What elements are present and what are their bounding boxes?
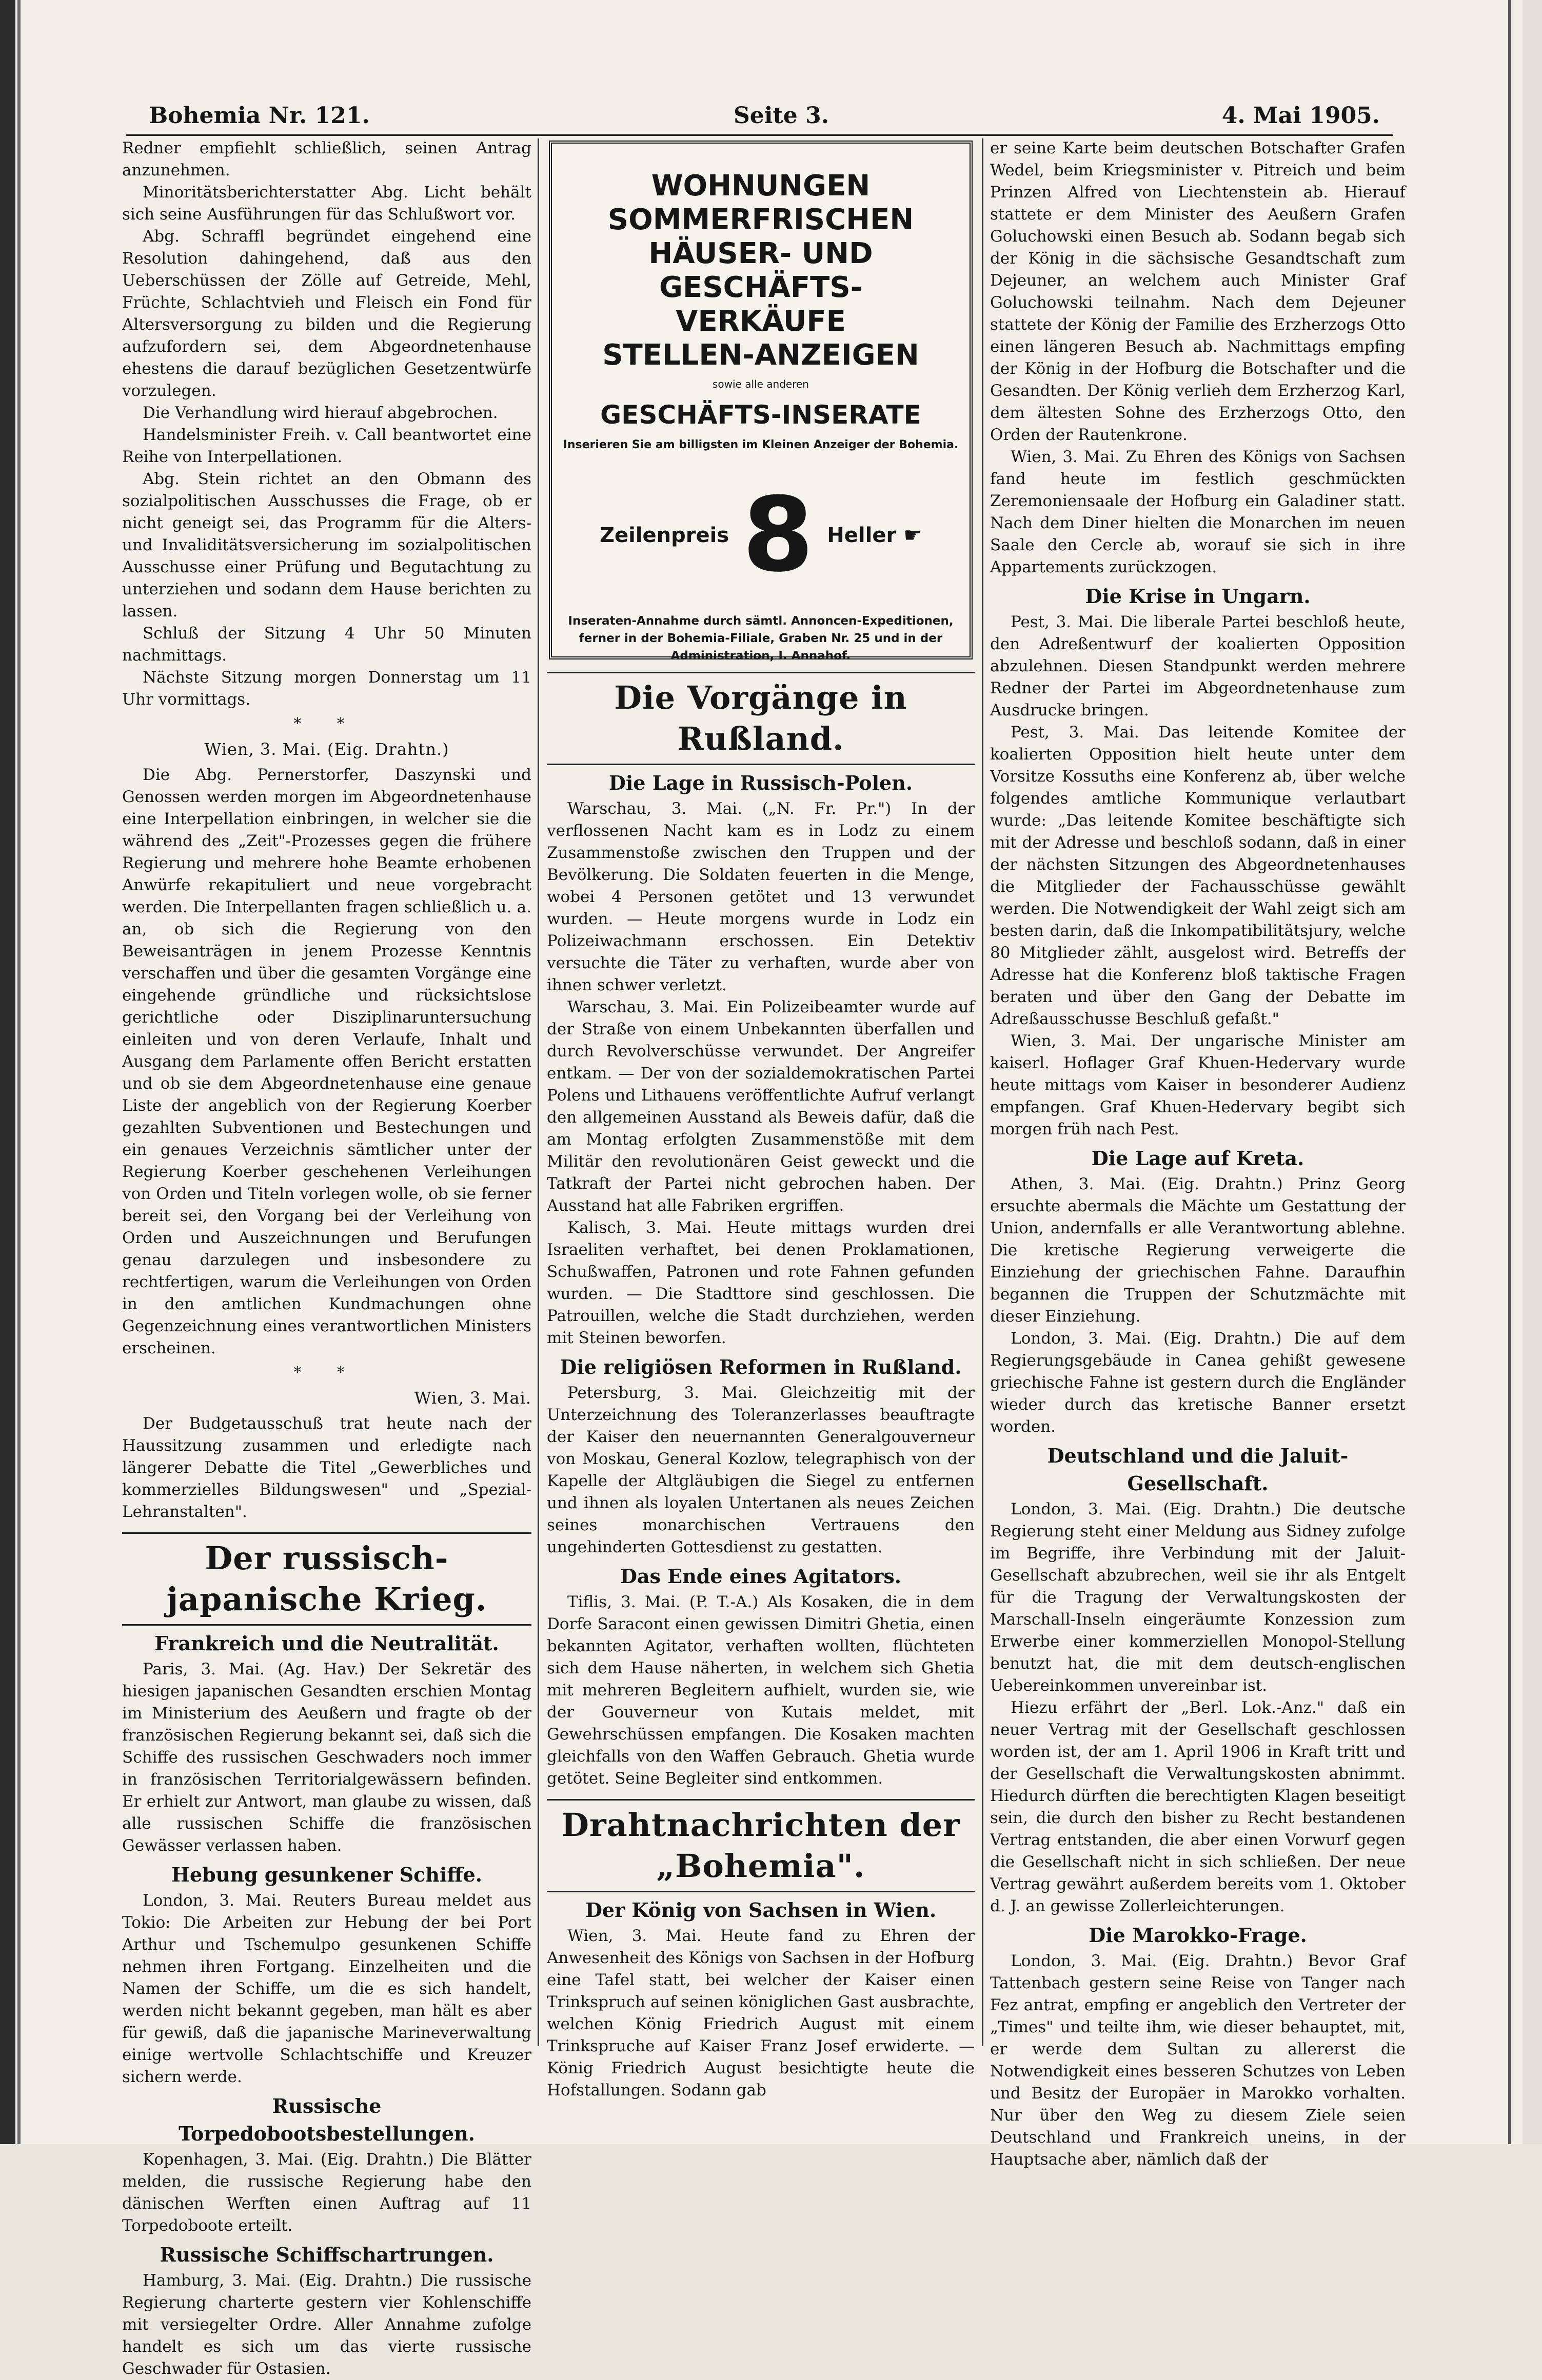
article-subheading: Die religiösen Reformen in Rußland. <box>560 1355 962 1378</box>
scan-edge-left <box>0 0 15 2144</box>
article-paragraph: Redner empfiehlt schließlich, seinen Antrag anzunehmen. <box>122 139 531 179</box>
ad-price-number: 8 <box>742 475 814 595</box>
article-subheading: Die Krise in Ungarn. <box>1085 585 1311 608</box>
article-paragraph: er seine Karte beim deutschen Botschafter Grafen Wedel, beim Kriegsminister v. Pitreich und beim Prinzen Alfred von Liechtenstein ab. Hierauf stattete er dem Minister des Aeußern Grafen Goluchowski einen Besuch ab. Sodann begab sich der König in die sächsische Gesandtschaft zum Dejeuner, an welchem auch Minister Graf Goluchowski teilnahm. Nach dem Dejeuner stattete der König der Familie des Erzherzogs Otto einen längeren Besuch ab. Nachmittags empfing der König in der Hofburg die Botschafter und die Gesandten. Der König verlieh dem Erzherzog Karl, dem ältesten Sohne des Erzherzogs Otto, den Orden der Rautenkrone. <box>990 139 1406 444</box>
ad-line: SOMMERFRISCHEN <box>607 203 914 236</box>
article-subheading: Hebung gesunkener Schiffe. <box>171 1863 482 1886</box>
ad-small-text: sowie alle anderen <box>713 378 809 390</box>
article-paragraph: Petersburg, 3. Mai. Gleichzeitig mit der Unterzeichnung des Toleranzerlasses beauftragte der Kaiser den neuernannten Generalgouverneur von Moskau, General Kozlow, telegraphisch von der Kapelle der Altgläubigen die Siegel zu entfernen und ihnen als loyalen Untertanen als neues Zeichen seines monarchischen Vertrauens den ungehinderten Gottesdienst zu gestatten. <box>547 1384 975 1556</box>
article-paragraph: Hiezu erfährt der „Berl. Lok.-Anz." daß ein neuer Vertrag mit der Gesellschaft geschlossen worden ist, der am 1. April 1906 in Kraft tritt und der Gesellschaft die Verwaltungskosten abnimmt. Hiedurch dürften die berechtigten Klagen beseitigt sein, die durch den bisher zu Recht bestandenen Vertrag entstanden, die aber einen Vorwurf gegen die Gesellschaft nicht in sich schließen. Der neue Vertrag gewährt außerdem bereits vom 1. Oktober d. J. an gewisse Zollerleichterungen. <box>990 1698 1406 1915</box>
column-rule <box>982 138 983 2046</box>
article-subheading: Die Lage auf Kreta. <box>1091 1147 1304 1170</box>
article-paragraph: Hamburg, 3. Mai. (Eig. Drahtn.) Die russische Regierung charterte gestern vier Kohlenschiffe mit versiegelter Ordre. Aller Annahme zufolge handelt es sich um das vierte russische Geschwader für Ostasien. <box>122 2271 531 2378</box>
ad-line: WOHNUNGEN <box>651 169 871 203</box>
section-headline: Der russisch-japanische Krieg. <box>122 1532 531 1626</box>
page-header <box>149 103 1380 138</box>
dateline: Wien, 3. Mai. <box>414 1388 531 1408</box>
dateline: Wien, 3. Mai. (Eig. Drahtn.) <box>204 739 449 759</box>
section-headline: Die Vorgänge in Rußland. <box>547 672 975 765</box>
article-paragraph: Der Budgetausschuß trat heute nach der Haussitzung zusammen und erledigte nach längerer Debatte die Titel „Gewerbliches und kommerzielles Bildungswesen" und „Spezial-Lehranstalten". <box>122 1414 531 1521</box>
ad-price-row <box>552 475 970 595</box>
article-paragraph: Schluß der Sitzung 4 Uhr 50 Minuten nachmittags. <box>122 624 531 665</box>
column-2 <box>547 137 975 2099</box>
article-paragraph: Die Verhandlung wird hierauf abgebrochen. <box>143 404 498 422</box>
pointing-hand-icon: ☛ <box>903 523 922 547</box>
article-subheading: Russische Schiffschartrungen. <box>160 2243 494 2266</box>
classified-advertisement <box>549 141 973 663</box>
article-subheading: Der König von Sachsen in Wien. <box>585 1898 937 1922</box>
article-paragraph: Kopenhagen, 3. Mai. (Eig. Drahtn.) Die Blätter melden, die russische Regierung habe den dänischen Werften einen Auftrag auf 11 Torpedoboote erteilt. <box>122 2150 531 2235</box>
article-paragraph: London, 3. Mai. Reuters Bureau meldet aus Tokio: Die Arbeiten zur Hebung der bei Port Arthur und Tschemulpo gesunkenen Schiffe nehmen ihren Fortgang. Einzelheiten und die Namen der Schiffe, um die es sich handelt, werden nicht bekannt gegeben, man hält es aber für gewiß, daß die japanische Marineverwaltung einige wertvolle Schlachtschiffe und Kreuzer sichern werde. <box>122 1891 531 2086</box>
article-paragraph: Kalisch, 3. Mai. Heute mittags wurden drei Israeliten verhaftet, bei denen Proklamationen, Schußwaffen, Patronen und rote Fahnen gefunden wurden. — Die Stadttore sind geschlossen. Die Patrouillen, welche die Stadt durchziehen, werden mit Steinen beworfen. <box>547 1218 975 1347</box>
article-paragraph: Paris, 3. Mai. (Ag. Hav.) Der Sekretär des hiesigen japanischen Gesandten erschien Montag im Ministerium des Aeußern und fragte ob der französischen Regierung bekannt sei, daß sich die Schiffe des russischen Geschwaders noch immer in französischen Territorialgewässern befinden. Er erhielt zur Antwort, man glaube zu wissen, daß alle russischen Schiffe die französischen Gewässer verlassen haben. <box>122 1660 531 1855</box>
article-paragraph: Pest, 3. Mai. Die liberale Partei beschloß heute, den Adreßentwurf der koalierten Opposition abzulehnen. Diesen Standpunkt werden mehrere Redner der Partei im Abgeordnetenhause zum Ausdrucke bringen. <box>990 613 1406 719</box>
article-paragraph: London, 3. Mai. (Eig. Drahtn.) Die deutsche Regierung steht einer Meldung aus Sidney zufolge im Begriffe, ihre Verbindung mit der Jaluit-Gesellschaft abzubrechen, weil sie ihr als Entgelt für die Tragung der Verwaltungskosten der Marschall-Inseln eingeräumte Konzession zum Erwerbe einer kommerziellen Monopol-Stellung benutzt hat, die mit dem deutsch-englischen Uebereinkommen unvereinbar ist. <box>990 1500 1406 1695</box>
ad-line: VERKÄUFE <box>676 305 846 338</box>
article-subheading: Deutschland und die Jaluit-Gesellschaft. <box>1047 1444 1349 1495</box>
article-paragraph: Minoritätsberichterstatter Abg. Licht behält sich seine Ausführungen für das Schlußwort vor. <box>122 183 531 224</box>
publication-date: 4. Mai 1905. <box>1221 103 1380 129</box>
article-paragraph: Pest, 3. Mai. Das leitende Komitee der koalierten Opposition hielt heute unter dem Vorsitze Kossuths eine Konferenz ab, über welche folgendes amtliche Kommunique verlautbart wurde: „Das leitende Komitee beschäftigte sich mit der Adresse und beschloß sodann, daß in einer der nächsten Sitzungen des Abgeordnetenhauses die Mitglieder der Fachausschüsse gewählt werden. Die Notwendigkeit der Wahl zeigt sich am besten darin, daß die Inkompatibilitätsjury, welche 80 Mitglieder zählt, ausgelost wird. Betreffs der Adresse hat die Konferenz bloß taktische Fragen beraten und über den Gang der Debatte im Adreßausschusse Beschluß gefaßt." <box>990 723 1406 1028</box>
article-paragraph: London, 3. Mai. (Eig. Drahtn.) Bevor Graf Tattenbach gestern seine Reise von Tanger nach Fez antrat, empfing er angeblich den Vertreter der „Times" und teilte ihm, wie dieser behauptet, mit, er werde dem Sultan zu allererst die Notwendigkeit eines besseren Schutzes von Leben und Besitz der Europäer in Marokko vorhalten. Nur über den Weg zu diesem Ziele seien Deutschland und Frankreich uneins, in der Hauptsache aber, nämlich daß der <box>990 1952 1406 2169</box>
article-paragraph: Nächste Sitzung morgen Donnerstag um 11 Uhr vormittags. <box>122 668 531 709</box>
header-rule <box>126 134 1393 136</box>
article-paragraph: London, 3. Mai. (Eig. Drahtn.) Die auf dem Regierungsgebäude in Canea gehißt gewesene griechische Fahne ist gestern durch die Engländer wieder durch das kretische Banner ersetzt worden. <box>990 1329 1406 1436</box>
article-paragraph: Athen, 3. Mai. (Eig. Drahtn.) Prinz Georg ersuchte abermals die Mächte um Gestattung der Union, andernfalls er alle Verantwortung ablehne. Die kretische Regierung verweigerte die Einziehung der griechischen Fahne. Daraufhin begannen die Truppen der Schutzmächte mit dieser Einziehung. <box>990 1175 1406 1326</box>
article-paragraph: Warschau, 3. Mai. Ein Polizeibeamter wurde auf der Straße von einem Unbekannten überfallen und durch Revolverschüsse verwundet. Der Angreifer entkam. — Der von der sozialdemokratischen Partei Polens und Lithauens veröffentlichte Aufruf verlangt den allgemeinen Ausstand als Beweis dafür, daß die am Montag erfolgten Zusammenstöße mit dem Militär den revolutionären Geist geweckt und die Tatkraft der Partei nicht gebrochen haben. Der Ausstand hat alle Fabriken ergriffen. <box>547 998 975 1215</box>
ad-contact-info: Inseraten-Annahme durch sämtl. Annoncen-Expeditionen, ferner in der Bohemia-Filiale, Graben Nr. 25 und in der Administration, I. Annahof. <box>568 614 954 663</box>
article-subheading: Die Lage in Russisch-Polen. <box>608 771 913 794</box>
article-subheading: Russische Torpedobootsbestellungen. <box>179 2094 475 2145</box>
article-subheading: Die Marokko-Frage. <box>1089 1924 1307 1947</box>
ad-price-unit: Heller <box>827 523 897 547</box>
ad-line: GESCHÄFTS-INSERATE <box>600 400 921 430</box>
article-paragraph: Handelsminister Freih. v. Call beantwortet eine Reihe von Interpellationen. <box>122 426 531 466</box>
article-subheading: Frankreich und die Neutralität. <box>154 1632 499 1655</box>
ad-note: Inserieren Sie am billigsten im Kleinen Anzeiger der Bohemia. <box>563 438 959 451</box>
article-paragraph: Wien, 3. Mai. Zu Ehren des Königs von Sachsen fand heute im festlich geschmückten Zeremoniensaale der Hofburg ein Galadiner statt. Nach dem Diner hielten die Monarchen im neuen Saale den Cercle ab, worauf sie sich in ihre Appartements zurückzogen. <box>990 448 1406 576</box>
ad-price-label: Zeilenpreis <box>599 523 729 547</box>
article-paragraph: Wien, 3. Mai. Heute fand zu Ehren der Anwesenheit des Königs von Sachsen in der Hofburg eine Tafel statt, bei welcher der Kaiser einen Trinkspruch auf seinen königlichen Gast ausbrachte, welchen König Friedrich August mit einem Trinkspruche auf Kaiser Franz Josef erwiderte. — König Friedrich August besichtigte heute die Hofstallungen. Sodann gab <box>547 1927 975 2099</box>
column-1 <box>122 137 531 2378</box>
article-paragraph: Wien, 3. Mai. Der ungarische Minister am kaiserl. Hoflager Graf Khuen-Hedervary wurde heute mittags vom Kaiser in besonderer Audienz empfangen. Graf Khuen-Hedervary begibt sich morgen früh nach Pest. <box>990 1032 1406 1138</box>
column-3 <box>990 137 1406 2169</box>
article-paragraph: Tiflis, 3. Mai. (P. T.-A.) Als Kosaken, die in dem Dorfe Saracont einen gewissen Dimitri Ghetia, einen bekannten Agitator, verhaften wollten, flüchteten sich dem Hause näherten, in welchem sich Ghetia mit mehreren Begleitern aufhielt, wurden sie, wie der Gouverneur von Kutais meldet, mit Gewehrschüssen empfangen. Die Kosaken machten gleichfalls von den Waffen Gebrauch. Ghetia wurde getötet. Seine Begleiter sind entkommen. <box>547 1593 975 1788</box>
section-headline: Drahtnachrichten der „Bohemia". <box>547 1799 975 1892</box>
section-separator: * * <box>293 715 360 733</box>
column-rule <box>538 138 539 2046</box>
scan-edge-right <box>1523 0 1542 2144</box>
article-paragraph: Abg. Schraffl begründet eingehend eine Resolution dahingehend, daß aus den Ueberschüssen der Zölle auf Getreide, Mehl, Früchte, Schlachtvieh und Fleisch ein Fond für Altersversorgung zu bilden und die Regierung aufzufordern sei, dem Abgeordnetenhause ehestens die darauf bezüglichen Gesetzentwürfe vorzulegen. <box>122 227 531 400</box>
article-paragraph: Die Abg. Pernerstorfer, Daszynski und Genossen werden morgen im Abgeordnetenhause eine Interpellation einbringen, in welcher sie die während des „Zeit"-Prozesses gegen die frühere Regierung und mehrere hohe Beamte erhobenen Anwürfe rekapituliert und neue vorgebracht werden. Die Interpellanten fragen schließlich u. a. an, ob sich die Regierung von den Beweisanträgen in jenem Prozesse Kenntnis verschaffen und über die gesamten Vorgänge eine eingehende gründliche und rücksichtslose gerichtliche oder Disziplinaruntersuchung einleiten und von deren Verlaufe, Inhalt und Ausgang dem Parlamente offen Bericht erstatten und ob sie dem Abgeordnetenhause eine genaue Liste der angeblich von der Regierung Koerber gezahlten Subventionen und Bestechungen und ein genaues Verzeichnis sämtlicher unter der Regierung Koerber geschehenen Verleihungen von Orden und Titeln vorlegen wolle, ob sie ferner bereit sei, den Vorgang bei der Verleihung von Orden und Auszeichnungen und Berufungen genau darzulegen und insbesondere zu rechtfertigen, warum die Verleihungen von Orden in den amtlichen Kundmachungen ohne Gegenzeichnung eines verantwortlichen Ministers erscheinen. <box>122 766 531 1357</box>
ad-line: HÄUSER- UND GESCHÄFTS- <box>648 237 873 304</box>
section-separator: * * <box>293 1364 360 1382</box>
scan-edge-line <box>17 0 21 2144</box>
ad-line: STELLEN-ANZEIGEN <box>602 338 919 372</box>
scan-edge-line <box>1508 0 1511 2144</box>
page-number: Seite 3. <box>734 103 829 129</box>
publication-issue: Bohemia Nr. 121. <box>149 103 370 129</box>
article-subheading: Das Ende eines Agitators. <box>620 1565 901 1588</box>
article-paragraph: Abg. Stein richtet an den Obmann des sozialpolitischen Ausschusses die Frage, ob er nicht geneigt sei, das Programm für die Alters- und Invaliditätsversicherung im sozialpolitischen Ausschusse einer Prüfung und Begutachtung zu unterziehen und sodann dem Hause berichten zu lassen. <box>122 470 531 621</box>
article-paragraph: Warschau, 3. Mai. („N. Fr. Pr.") In der verflossenen Nacht kam es in Lodz zu einem Zusammenstoße zwischen den Truppen und der Bevölkerung. Die Soldaten feuerten in die Menge, wobei 4 Personen getötet und 13 verwundet wurden. — Heute morgens wurde in Lodz ein Polizeiwachmann erschossen. Ein Detektiv versuchte die Täter zu verhaften, wurde aber von ihnen schwer verletzt. <box>547 799 975 994</box>
